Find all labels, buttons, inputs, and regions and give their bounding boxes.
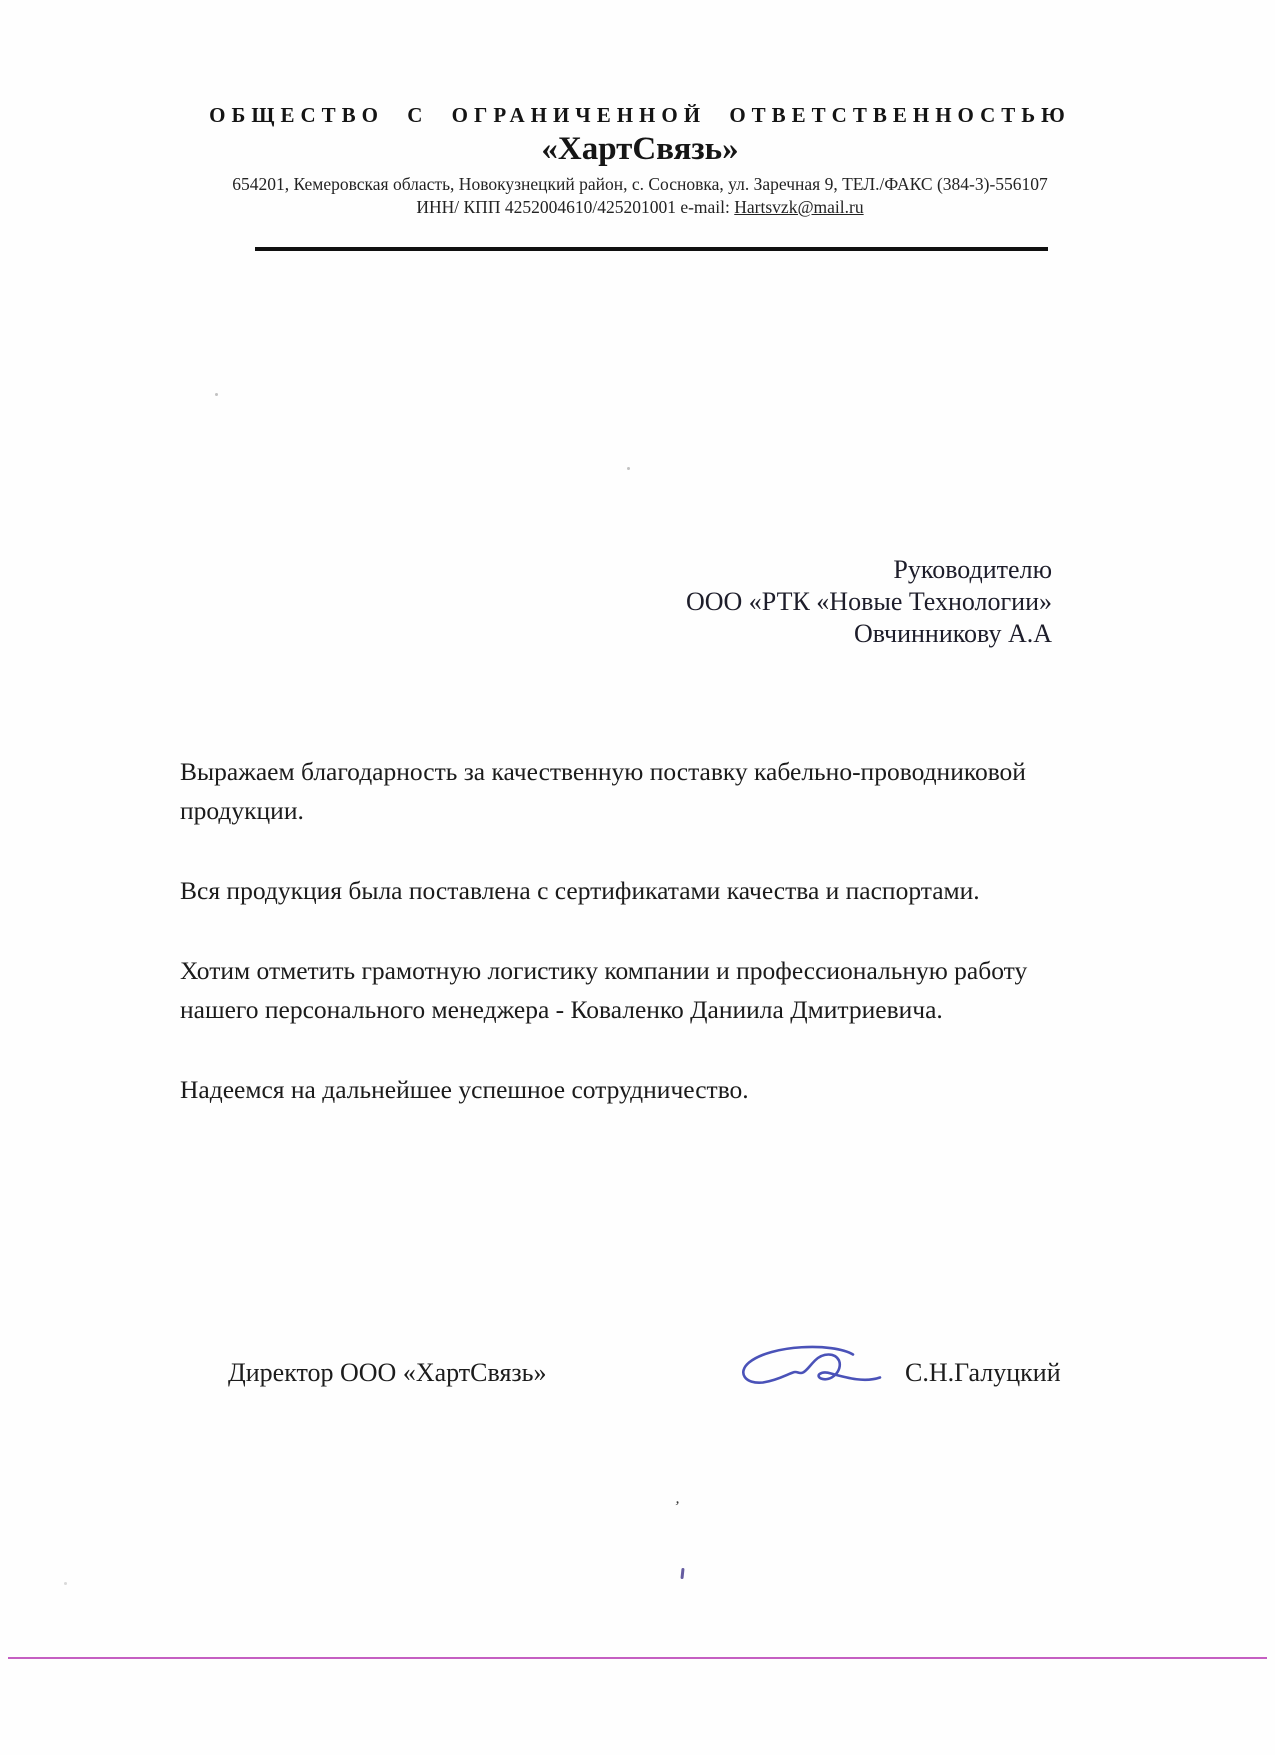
scan-speck-comma: , bbox=[674, 1489, 682, 1508]
company-address: 654201, Кемеровская область, Новокузнецкий район, с. Сосновка, ул. Заречная 9, ТЕЛ./ФАКС (384-3)-556107 bbox=[232, 174, 1048, 194]
handwritten-signature bbox=[733, 1342, 883, 1398]
scan-dot bbox=[215, 393, 218, 396]
scan-speck-ink bbox=[680, 1568, 684, 1579]
letter-body bbox=[180, 752, 1065, 1150]
body-paragraph-4: Надеемся на дальнейшее успешное сотрудничество. bbox=[180, 1075, 749, 1104]
body-paragraph-1: Выражаем благодарность за качественную поставку кабельно-проводниковой продукции. bbox=[180, 757, 1026, 825]
scan-dot bbox=[627, 467, 630, 470]
recipient-block bbox=[686, 554, 1052, 650]
letterhead bbox=[150, 103, 1130, 218]
org-type-line: ОБЩЕСТВО С ОГРАНИЧЕННОЙ ОТВЕТСТВЕННОСТЬЮ bbox=[209, 103, 1071, 127]
recipient-person: Овчинникову А.А bbox=[853, 619, 1052, 648]
company-name: «ХартСвязь» bbox=[541, 131, 739, 167]
scan-dot bbox=[64, 1582, 67, 1585]
company-email: Hartsvzk@mail.ru bbox=[734, 197, 864, 217]
signer-name: С.Н.Галуцкий bbox=[905, 1358, 1061, 1387]
signer-title: Директор ООО «ХартСвязь» bbox=[228, 1358, 547, 1387]
body-paragraph-3: Хотим отметить грамотную логистику компании и профессиональную работу нашего персонального менеджера - Коваленко Даниила Дмитриевича. bbox=[180, 956, 1028, 1024]
scan-edge-line bbox=[8, 1657, 1267, 1659]
body-paragraph-2: Вся продукция была поставлена с сертификатами качества и паспортами. bbox=[180, 876, 980, 905]
signature-row bbox=[0, 1340, 1275, 1420]
recipient-company: ООО «РТК «Новые Технологии» bbox=[685, 587, 1052, 616]
header-divider bbox=[255, 247, 1048, 251]
inn-kpp-line bbox=[150, 197, 1130, 218]
recipient-role: Руководителю bbox=[893, 555, 1052, 584]
inn-kpp-text: ИНН/ КПП 4252004610/425201001 e-mail: bbox=[416, 197, 735, 217]
